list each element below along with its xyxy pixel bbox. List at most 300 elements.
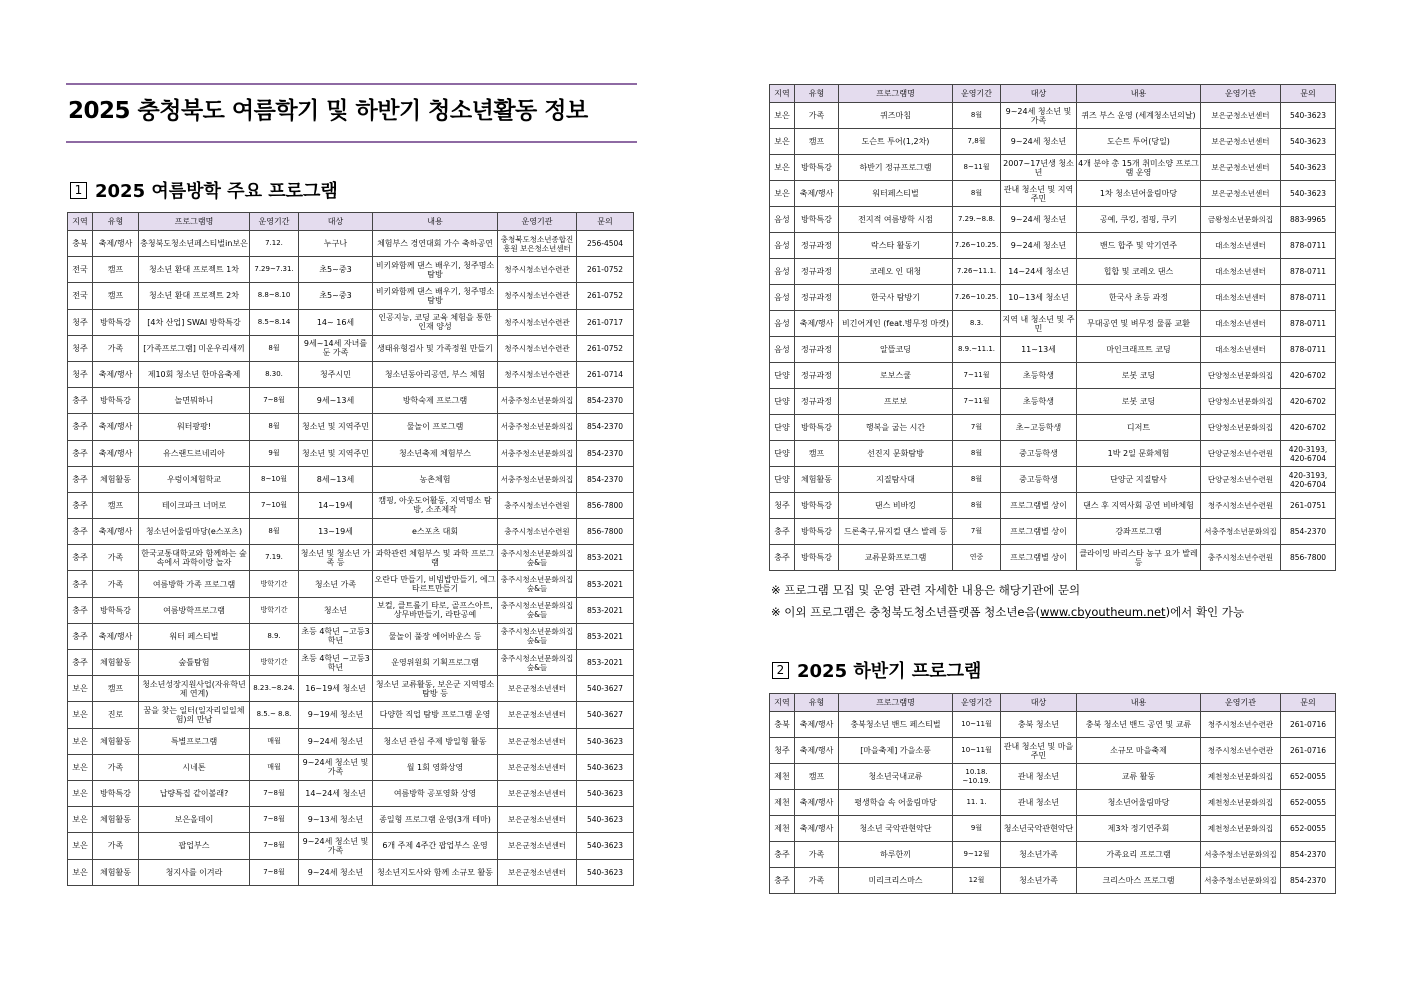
cell-organizer: 제천청소년문화의집 <box>1201 816 1281 842</box>
cell-type: 가족 <box>93 335 139 361</box>
cell-content: 1차 청소년어울림마당 <box>1077 181 1201 207</box>
cell-program: 충북청소년 밴드 페스티벌 <box>839 712 953 738</box>
cell-organizer: 단양청소년문화의집 <box>1201 389 1281 415</box>
cell-target: 초등학생 <box>1001 363 1077 389</box>
cell-organizer: 단양군청소년수련원 <box>1201 467 1281 493</box>
cell-period: 7.29.~8.8. <box>953 207 1001 233</box>
cell-type: 체험활동 <box>795 467 839 493</box>
table-row <box>68 335 634 361</box>
cell-program: 선진지 문화탐방 <box>839 441 953 467</box>
cell-period: 7~8월 <box>250 859 299 885</box>
cell-period: 10~11월 <box>953 738 1001 764</box>
cell-region: 단양 <box>770 467 795 493</box>
cell-contact: 878-0711 <box>1281 311 1336 337</box>
cell-organizer: 보은군청소년센터 <box>498 859 577 885</box>
cell-organizer: 단양청소년문화의집 <box>1201 363 1281 389</box>
cell-type: 체험활동 <box>93 859 139 885</box>
cell-type: 가족 <box>93 833 139 859</box>
cell-type: 방학특강 <box>795 207 839 233</box>
cell-program: 우렁이체험학교 <box>139 466 250 492</box>
table-header-row <box>68 213 634 231</box>
cell-region: 청주 <box>68 361 93 387</box>
table-row <box>770 712 1336 738</box>
table-row <box>68 283 634 309</box>
cell-program: 여름방학프로그램 <box>139 597 250 623</box>
header-organizer: 운영기관 <box>1201 694 1281 712</box>
cell-target: 관내 청소년 및 지역주민 <box>1001 181 1077 207</box>
table-row <box>770 493 1336 519</box>
cell-program: 프로보 <box>839 389 953 415</box>
cell-content: 한국사 초등 과정 <box>1077 285 1201 311</box>
cell-region: 청주 <box>770 738 795 764</box>
cell-region: 보은 <box>770 103 795 129</box>
table-row <box>770 103 1336 129</box>
cell-contact: 420-6702 <box>1281 415 1336 441</box>
cell-organizer: 충주시청소년수련원 <box>1201 545 1281 571</box>
cell-organizer: 충주시청소년수련원 <box>498 492 577 518</box>
table-header-row <box>770 85 1336 103</box>
cell-period: 7.19. <box>250 545 299 571</box>
cell-target: 초등학생 <box>1001 389 1077 415</box>
cell-type: 방학특강 <box>93 388 139 414</box>
cell-type: 캠프 <box>93 492 139 518</box>
cell-target: 14~24세 청소년 <box>299 780 373 806</box>
table-row <box>770 233 1336 259</box>
cell-period: 7.26~10.25. <box>953 233 1001 259</box>
cell-period: 8.5~8.14 <box>250 309 299 335</box>
cell-contact: 856-7800 <box>577 519 634 545</box>
cell-region: 단양 <box>770 389 795 415</box>
cell-target: 9~24세 청소년 <box>1001 207 1077 233</box>
cell-region: 단양 <box>770 415 795 441</box>
cell-type: 축제/행사 <box>795 712 839 738</box>
cell-target: 10~13세 청소년 <box>1001 285 1077 311</box>
cell-target: 관내 청소년 <box>1001 764 1077 790</box>
cell-contact: 420-6702 <box>1281 389 1336 415</box>
cell-type: 가족 <box>93 571 139 597</box>
title-rule-top <box>66 83 637 85</box>
cell-content: 청소년 관심 주제 방일형 활동 <box>373 728 498 754</box>
header-type: 유형 <box>93 213 139 231</box>
cell-program: 드론축구,뮤지컬 댄스 발레 등 <box>839 519 953 545</box>
cell-region: 보은 <box>68 702 93 728</box>
cell-type: 정규과정 <box>795 259 839 285</box>
table-row <box>770 738 1336 764</box>
cell-target: 9~19세 청소년 <box>299 702 373 728</box>
cell-period: 8월 <box>953 467 1001 493</box>
cell-target: 14~ 16세 <box>299 309 373 335</box>
table-row <box>68 545 634 571</box>
header-content: 내용 <box>1077 85 1201 103</box>
cell-period: 7~8월 <box>250 388 299 414</box>
cell-organizer: 보은군청소년센터 <box>1201 129 1281 155</box>
cell-organizer: 청주시청소년수련원 <box>1201 493 1281 519</box>
cell-organizer: 청주시청소년수련관 <box>498 283 577 309</box>
cell-organizer: 보은군청소년센터 <box>498 728 577 754</box>
cell-program: 미리크리스마스 <box>839 868 953 894</box>
cell-target: 9~13세 청소년 <box>299 807 373 833</box>
cell-region: 음성 <box>770 233 795 259</box>
cell-region: 충북 <box>68 231 93 257</box>
cell-program: [4차 산업] SWAI 방학특강 <box>139 309 250 335</box>
cell-region: 충주 <box>68 492 93 518</box>
cell-content: 생태유형검사 및 가족정원 만들기 <box>373 335 498 361</box>
header-type: 유형 <box>795 694 839 712</box>
table-row <box>770 207 1336 233</box>
cell-target: 초등 4학년 ~고등3학년 <box>299 623 373 649</box>
cell-content: 로봇 코딩 <box>1077 363 1201 389</box>
cell-region: 단양 <box>770 441 795 467</box>
cell-program: 평생학습 속 어울림마당 <box>839 790 953 816</box>
cell-region: 보은 <box>68 859 93 885</box>
cell-period: 9월 <box>250 440 299 466</box>
cell-contact: 261-0716 <box>1281 738 1336 764</box>
cell-organizer: 보은군청소년센터 <box>498 754 577 780</box>
cell-period: 7월 <box>953 415 1001 441</box>
cell-content: 힙합 및 코레오 댄스 <box>1077 259 1201 285</box>
cell-target: 9~24세 청소년 및 가족 <box>1001 103 1077 129</box>
cell-program: 제10회 청소년 한마음축제 <box>139 361 250 387</box>
cell-target: 중고등학생 <box>1001 467 1077 493</box>
table-row <box>770 285 1336 311</box>
table-row <box>770 519 1336 545</box>
cell-contact: 853-2021 <box>577 623 634 649</box>
cell-type: 가족 <box>795 868 839 894</box>
cell-target: 9~24세 청소년 <box>299 859 373 885</box>
cell-period: 7.26~11.1. <box>953 259 1001 285</box>
cell-organizer: 청주시청소년수련관 <box>1201 712 1281 738</box>
cell-contact: 540-3623 <box>577 754 634 780</box>
cell-type: 캠프 <box>93 257 139 283</box>
cell-type: 가족 <box>795 103 839 129</box>
cell-program: 행복을 굽는 시간 <box>839 415 953 441</box>
platform-link[interactable]: www.cbyoutheum.net <box>1040 605 1166 619</box>
table-row <box>68 597 634 623</box>
cell-contact: 854-2370 <box>577 440 634 466</box>
cell-content: 단양군 지질탐사 <box>1077 467 1201 493</box>
cell-period: 8~11월 <box>953 155 1001 181</box>
table-row <box>68 231 634 257</box>
cell-program: 충청북도청소년페스티벌in보은 <box>139 231 250 257</box>
cell-content: 물놀이 풀장 에어바운스 등 <box>373 623 498 649</box>
cell-contact: 853-2021 <box>577 650 634 676</box>
cell-region: 전국 <box>68 257 93 283</box>
cell-contact: 854-2370 <box>1281 842 1336 868</box>
cell-contact: 540-3623 <box>1281 103 1336 129</box>
cell-contact: 261-0717 <box>577 309 634 335</box>
cell-region: 보은 <box>770 181 795 207</box>
table-row <box>770 816 1336 842</box>
cell-region: 충주 <box>68 519 93 545</box>
section-1-heading <box>70 177 338 203</box>
cell-region: 제천 <box>770 790 795 816</box>
cell-content: 과학관련 체험부스 및 과학 프로그램 <box>373 545 498 571</box>
cell-program: 퀴즈마침 <box>839 103 953 129</box>
cell-content: 클라이밍 바리스타 농구 요가 발레 등 <box>1077 545 1201 571</box>
cell-type: 캠프 <box>93 676 139 702</box>
cell-content: 운영위원회 기획프로그램 <box>373 650 498 676</box>
cell-program: 락스타 활동기 <box>839 233 953 259</box>
cell-target: 충북 청소년 <box>1001 712 1077 738</box>
cell-contact: 261-0752 <box>577 335 634 361</box>
cell-program: 한국교통대학교와 함께하는 숲속에서 과학이랑 놀자 <box>139 545 250 571</box>
cell-region: 보은 <box>68 754 93 780</box>
cell-organizer: 보은군청소년센터 <box>498 702 577 728</box>
cell-content: 무대공연 및 벼무정 물품 교환 <box>1077 311 1201 337</box>
cell-period: 방학기간 <box>250 650 299 676</box>
cell-content: 여름방학 공포영화 상영 <box>373 780 498 806</box>
cell-program: 한국사 탐방기 <box>839 285 953 311</box>
cell-type: 체험활동 <box>93 807 139 833</box>
cell-period: 10.18. ~10.19. <box>953 764 1001 790</box>
cell-target: 중고등학생 <box>1001 441 1077 467</box>
cell-organizer: 충청북도청소년종합진흥원 보은청소년센터 <box>498 231 577 257</box>
table-row <box>770 155 1336 181</box>
cell-region: 음성 <box>770 337 795 363</box>
table-row <box>68 754 634 780</box>
cell-type: 가족 <box>795 842 839 868</box>
cell-contact: 854-2370 <box>577 388 634 414</box>
header-type: 유형 <box>795 85 839 103</box>
cell-contact: 540-3623 <box>577 859 634 885</box>
cell-contact: 878-0711 <box>1281 337 1336 363</box>
cell-target: 9~24세 청소년 <box>299 728 373 754</box>
table-row <box>68 309 634 335</box>
cell-program: 유스랜드르네리아 <box>139 440 250 466</box>
cell-period: 7,8월 <box>953 129 1001 155</box>
cell-type: 방학특강 <box>93 597 139 623</box>
cell-content: 마인크래프트 코딩 <box>1077 337 1201 363</box>
cell-content: 디저트 <box>1077 415 1201 441</box>
table-row <box>770 337 1336 363</box>
cell-region: 보은 <box>68 780 93 806</box>
cell-period: 8.8~8.10 <box>250 283 299 309</box>
cell-type: 방학특강 <box>795 493 839 519</box>
table-row <box>770 311 1336 337</box>
cell-content: 보컬, 클트롤기 타로, 골프스아트, 상무바만들기, 라탄공예 <box>373 597 498 623</box>
cell-contact: 540-3623 <box>1281 181 1336 207</box>
table-header-row <box>770 694 1336 712</box>
cell-content: 청소년어울림마당 <box>1077 790 1201 816</box>
cell-program: 테이크파크 너머로 <box>139 492 250 518</box>
cell-program: 보은올데이 <box>139 807 250 833</box>
header-region: 지역 <box>68 213 93 231</box>
cell-type: 축제/행사 <box>93 440 139 466</box>
table-row <box>770 868 1336 894</box>
cell-organizer: 보은군청소년센터 <box>1201 181 1281 207</box>
cell-type: 가족 <box>93 545 139 571</box>
cell-period: 7~8월 <box>250 833 299 859</box>
header-contact: 문의 <box>577 213 634 231</box>
cell-content: 가족요리 프로그램 <box>1077 842 1201 868</box>
cell-period: 12월 <box>953 868 1001 894</box>
cell-type: 정규과정 <box>795 233 839 259</box>
cell-organizer: 청주시청소년수련관 <box>1201 738 1281 764</box>
cell-organizer: 단양군청소년수련원 <box>1201 441 1281 467</box>
cell-content: 오란다 만들기, 비빔밥만들기, 에그타르트만들기 <box>373 571 498 597</box>
cell-target: 2007~17년생 청소년 <box>1001 155 1077 181</box>
header-contact: 문의 <box>1281 85 1336 103</box>
cell-contact: 540-3627 <box>577 702 634 728</box>
cell-organizer: 보은군청소년센터 <box>1201 155 1281 181</box>
cell-target: 16~19세 청소년 <box>299 676 373 702</box>
cell-contact: 261-0752 <box>577 257 634 283</box>
cell-program: 꿈을 찾는 일터(일자리일일체험)의 만남 <box>139 702 250 728</box>
cell-organizer: 충주시청소년수련원 <box>498 519 577 545</box>
header-program: 프로그램명 <box>139 213 250 231</box>
note-text-after: )에서 확인 가능 <box>1165 605 1245 619</box>
cell-region: 충주 <box>770 545 795 571</box>
cell-contact: 540-3623 <box>577 728 634 754</box>
cell-organizer: 제천청소년문화의집 <box>1201 790 1281 816</box>
cell-target: 프로그램별 상이 <box>1001 493 1077 519</box>
cell-content: 제3차 정기연주회 <box>1077 816 1201 842</box>
header-target: 대상 <box>1001 694 1077 712</box>
cell-contact: 261-0716 <box>1281 712 1336 738</box>
cell-period: 7.12. <box>250 231 299 257</box>
cell-program: 하루한끼 <box>839 842 953 868</box>
cell-program: 청소년 국악관현악단 <box>839 816 953 842</box>
cell-content: 월 1회 영화상영 <box>373 754 498 780</box>
cell-content: 도슨트 투어(당일) <box>1077 129 1201 155</box>
cell-organizer: 서충주청소년문화의집 <box>498 466 577 492</box>
cell-target: 초5~중3 <box>299 257 373 283</box>
cell-target: 청소년 및 지역주민 <box>299 440 373 466</box>
cell-content: 6개 주제 4주간 팝업부스 운영 <box>373 833 498 859</box>
cell-content: 댄스 후 지역사회 공연 비바체험 <box>1077 493 1201 519</box>
cell-period: 7~10월 <box>250 492 299 518</box>
cell-period: 8월 <box>953 441 1001 467</box>
cell-region: 충주 <box>68 414 93 440</box>
cell-target: 9세~13세 <box>299 388 373 414</box>
cell-contact: 261-0751 <box>1281 493 1336 519</box>
cell-type: 진로 <box>93 702 139 728</box>
cell-organizer: 충주시청소년문화의집 숲&들 <box>498 650 577 676</box>
table-row <box>68 728 634 754</box>
section-2-number: 2 <box>772 662 789 679</box>
cell-organizer: 청주시청소년수련관 <box>498 361 577 387</box>
cell-organizer: 충주시청소년문화의집 숲&들 <box>498 623 577 649</box>
cell-type: 축제/행사 <box>93 231 139 257</box>
cell-region: 음성 <box>770 311 795 337</box>
cell-target: 프로그램별 상이 <box>1001 519 1077 545</box>
title-rule-bottom <box>66 141 637 143</box>
cell-target: 청소년 <box>299 597 373 623</box>
cell-content: 충북 청소년 밴드 공연 및 교류 <box>1077 712 1201 738</box>
table-row <box>770 181 1336 207</box>
cell-contact: 878-0711 <box>1281 259 1336 285</box>
table-row <box>68 650 634 676</box>
cell-target: 9세~14세 자녀를 둔 가족 <box>299 335 373 361</box>
cell-region: 청주 <box>770 493 795 519</box>
cell-period: 8월 <box>953 181 1001 207</box>
cell-content: 비키와함께 댄스 배우기, 청주명소 탐방 <box>373 283 498 309</box>
table-row <box>770 389 1336 415</box>
cell-period: 10~11월 <box>953 712 1001 738</box>
cell-region: 음성 <box>770 285 795 311</box>
cell-type: 방학특강 <box>795 545 839 571</box>
cell-organizer: 대소청소년센터 <box>1201 259 1281 285</box>
cell-target: 청주시민 <box>299 361 373 387</box>
cell-organizer: 제천청소년문화의집 <box>1201 764 1281 790</box>
cell-type: 체험활동 <box>93 466 139 492</box>
cell-target: 9~24세 청소년 및 가족 <box>299 833 373 859</box>
cell-period: 11. 1. <box>953 790 1001 816</box>
cell-period: 7~8월 <box>250 780 299 806</box>
cell-period: 8.3. <box>953 311 1001 337</box>
header-period: 운영기간 <box>953 85 1001 103</box>
cell-region: 충주 <box>68 623 93 649</box>
note-text-before: ※ 이외 프로그램은 충청북도청소년플랫폼 청소년e음( <box>771 605 1041 619</box>
cell-period: 매월 <box>250 728 299 754</box>
cell-type: 방학특강 <box>93 309 139 335</box>
table-row <box>68 257 634 283</box>
cell-period: 9~12월 <box>953 842 1001 868</box>
cell-region: 청주 <box>68 335 93 361</box>
table-row <box>68 859 634 885</box>
cell-program: 청소년 환대 프로젝트 1차 <box>139 257 250 283</box>
header-region: 지역 <box>770 85 795 103</box>
cell-target: 청소년국악관현악단 <box>1001 816 1077 842</box>
cell-organizer: 청주시청소년수련관 <box>498 309 577 335</box>
cell-program: 여름방학 가족 프로그램 <box>139 571 250 597</box>
cell-content: 다양한 직업 탐방 프로그램 운영 <box>373 702 498 728</box>
cell-contact: 652-0055 <box>1281 816 1336 842</box>
cell-contact: 540-3623 <box>577 780 634 806</box>
cell-organizer: 금왕청소년문화의집 <box>1201 207 1281 233</box>
cell-type: 축제/행사 <box>795 311 839 337</box>
cell-content: 캠핑, 아웃도어활동, 지역명소 탐방, 소조제작 <box>373 492 498 518</box>
cell-target: 청소년 및 지역주민 <box>299 414 373 440</box>
cell-region: 충주 <box>770 842 795 868</box>
header-period: 운영기간 <box>250 213 299 231</box>
cell-organizer: 대소청소년센터 <box>1201 285 1281 311</box>
cell-type: 정규과정 <box>795 285 839 311</box>
cell-region: 충주 <box>68 571 93 597</box>
cell-content: 종일형 프로그램 운영(3개 테마) <box>373 807 498 833</box>
table-row <box>68 623 634 649</box>
header-period: 운영기간 <box>953 694 1001 712</box>
table-row <box>770 415 1336 441</box>
cell-program: 댄스 비바킹 <box>839 493 953 519</box>
cell-target: 관내 청소년 및 마을주민 <box>1001 738 1077 764</box>
section-1-title: 2025 여름방학 주요 프로그램 <box>95 181 338 202</box>
cell-program: [가족프로그램] 미운우리새끼 <box>139 335 250 361</box>
cell-region: 보은 <box>68 728 93 754</box>
cell-contact: 420-3193, 420-6704 <box>1281 441 1336 467</box>
cell-target: 13~19세 <box>299 519 373 545</box>
cell-contact: 652-0055 <box>1281 790 1336 816</box>
table-row <box>68 466 634 492</box>
cell-organizer: 서충주청소년문화의집 <box>498 388 577 414</box>
cell-organizer: 보은군청소년센터 <box>498 676 577 702</box>
cell-period: 7.29~7.31. <box>250 257 299 283</box>
cell-period: 7.26~10.25. <box>953 285 1001 311</box>
cell-contact: 256-4504 <box>577 231 634 257</box>
cell-period: 8월 <box>250 519 299 545</box>
cell-contact: 420-6702 <box>1281 363 1336 389</box>
cell-type: 방학특강 <box>795 415 839 441</box>
header-target: 대상 <box>299 213 373 231</box>
cell-type: 축제/행사 <box>795 738 839 764</box>
cell-program: 코레오 인 대청 <box>839 259 953 285</box>
cell-contact: 853-2021 <box>577 571 634 597</box>
page-title: 2025 충청북도 여름학기 및 하반기 청소년활동 정보 <box>68 98 588 124</box>
cell-organizer: 보은군청소년센터 <box>498 833 577 859</box>
cell-type: 캠프 <box>795 441 839 467</box>
cell-program: 교류문화프로그램 <box>839 545 953 571</box>
cell-program: 청소년 환대 프로젝트 2차 <box>139 283 250 309</box>
